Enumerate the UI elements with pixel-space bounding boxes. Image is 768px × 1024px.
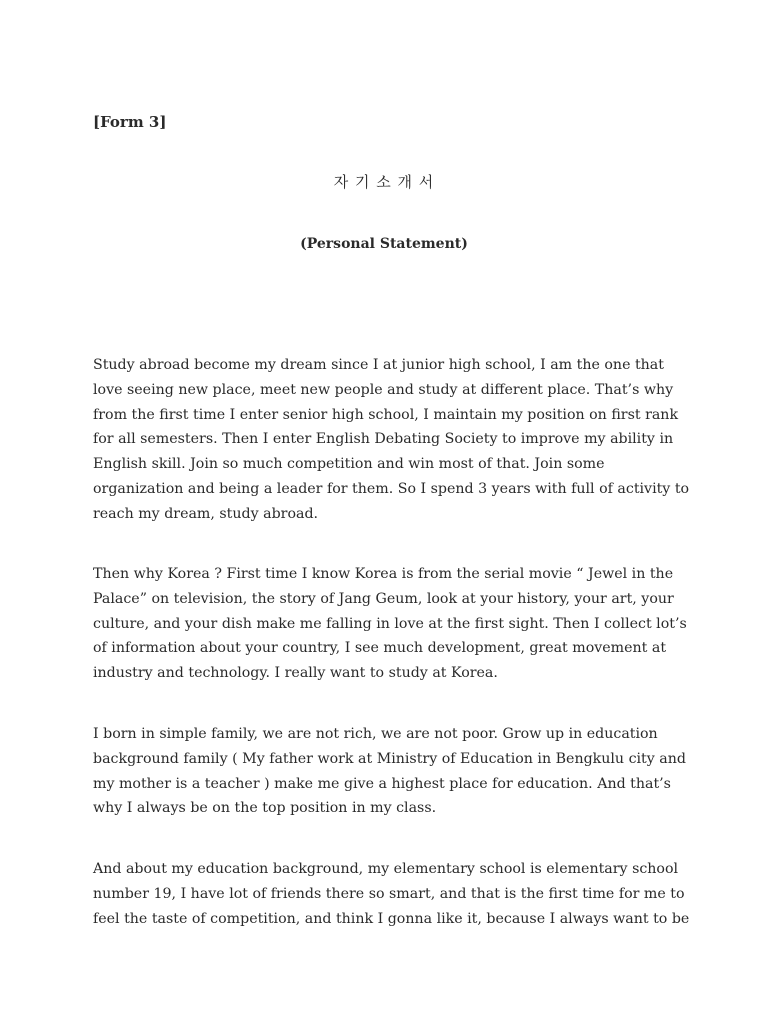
paragraph-family <box>93 722 686 821</box>
paragraph-line: feel the taste of competition, and think I gonna like it, because I always want to be <box>93 910 690 927</box>
paragraph-line: love seeing new place, meet new people and study at different place. That’s why <box>93 381 674 398</box>
paragraph-line: English skill. Join so much competition and win most of that. Join some <box>93 456 605 473</box>
paragraph-line: I born in simple family, we are not rich, we are not poor. Grow up in education <box>93 726 658 742</box>
paragraph-line: my mother is a teacher ) make me give a highest place for education. And that’s <box>93 775 671 792</box>
paragraph-line: organization and being a leader for them. So I spend 3 years with full of activity to <box>93 480 690 497</box>
paragraph-why-korea <box>93 562 687 686</box>
korean-title: 자 기 소 개 서 <box>333 173 435 191</box>
english-title: (Personal Statement) <box>300 236 468 252</box>
paragraph-line: why I always be on the top position in my class. <box>93 800 437 817</box>
paragraph-line: Then why Korea ? First time I know Korea is from the serial movie “ Jewel in the <box>93 566 674 582</box>
paragraph-education <box>93 857 690 931</box>
paragraph-line: industry and technology. I really want to study at Korea. <box>93 665 498 682</box>
paragraph-line: culture, and your dish make me falling in love at the first sight. Then I collect lot’s <box>93 615 687 632</box>
paragraph-line: And about my education background, my elementary school is elementary school <box>93 861 679 877</box>
paragraph-line: number 19, I have lot of friends there so smart, and that is the first time for me to <box>93 885 685 902</box>
paragraph-line: background family ( My father work at Ministry of Education in Bengkulu city and <box>93 750 686 767</box>
form-label: [Form 3] <box>93 113 167 131</box>
paragraph-line: Palace” on television, the story of Jang Geum, look at your history, your art, your <box>93 590 674 607</box>
paragraph-line: of information about your country, I see much development, great movement at <box>93 640 667 657</box>
paragraph-study-abroad <box>93 353 690 527</box>
paragraph-line: Study abroad become my dream since I at junior high school, I am the one that <box>93 357 664 373</box>
paragraph-line: reach my dream, study abroad. <box>93 505 319 522</box>
paragraph-line: from the first time I enter senior high school, I maintain my position on first rank <box>93 406 679 423</box>
paragraph-line: for all semesters. Then I enter English Debating Society to improve my ability in <box>93 431 674 448</box>
